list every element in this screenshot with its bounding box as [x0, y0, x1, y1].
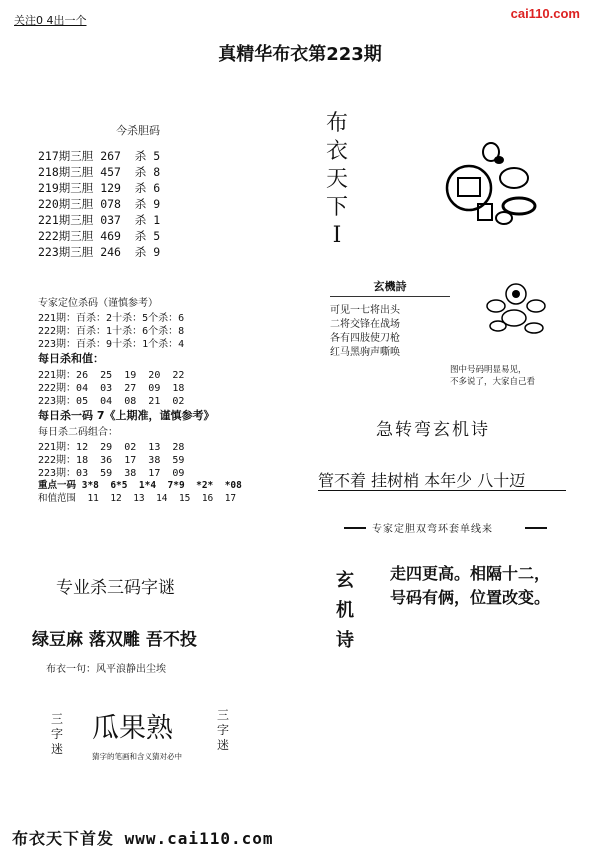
kill-panel [38, 122, 238, 260]
two-code-row: 223期：03 59 38 17 09 [38, 468, 185, 479]
divider [318, 490, 566, 491]
sanzimi-right [214, 708, 232, 753]
xuan-verse-line: 号码有俩，位置改变。 [390, 588, 551, 607]
sum-row: 222期：04 03 27 09 18 [38, 383, 185, 394]
riddle-three: 绿豆麻 落双雕 吾不投 [32, 630, 197, 650]
focus-code: 重点一码 3*8 6*5 1*4 7*9 *2* *08 [38, 480, 242, 491]
sum-row: 223期：05 04 08 21 02 [38, 396, 185, 407]
xuan-vertical-char: 诗 [336, 630, 354, 651]
xuan-vertical [334, 566, 356, 656]
kill-row: 220期三胆 078 杀 9 [38, 197, 161, 211]
sanzimi-char: 迷 [50, 742, 63, 756]
two-code-row: 222期：18 36 17 38 59 [38, 455, 185, 466]
vertical-title [322, 110, 352, 250]
two-code-row: 221期：12 29 02 13 28 [38, 442, 185, 453]
poem-line: 二将交锋在战场 [330, 319, 400, 330]
gua-note: 猜字的笔画和含义猜对必中 [92, 752, 182, 761]
kill-row: 219期三胆 129 杀 6 [38, 181, 161, 195]
sanzimi-left [48, 712, 66, 757]
poem-drawing [476, 282, 556, 342]
kill-row: 222期三胆 469 杀 5 [38, 229, 161, 243]
poem-box [330, 278, 450, 357]
vertical-char: 天 [325, 167, 348, 192]
xuan-vertical-char: 玄 [336, 570, 354, 591]
kill-row: 217期三胆 267 杀 5 [38, 149, 161, 163]
sanzimi-char: 字 [216, 723, 229, 737]
poem-line: 各有四肢使刀枪 [330, 333, 400, 344]
expert-line: 专家定胆双弯环套单线来 [372, 524, 493, 535]
sanzimi-char: 三 [50, 712, 63, 726]
poem-line: 红马黑驹声嘶唤 [330, 347, 400, 358]
sum-row: 221期：26 25 19 20 22 [38, 370, 185, 381]
sanzimi-char: 三 [216, 708, 229, 722]
xuan-title: 急转弯玄机诗 [376, 420, 490, 440]
side-note [450, 364, 580, 388]
vertical-char: 布 [325, 111, 348, 136]
site-logo-text[interactable]: cai110.com [510, 6, 580, 21]
xuan-verse-line: 走四更高。相隔十二， [390, 564, 551, 583]
sanzimi-char: 字 [50, 727, 63, 741]
page-title: 真精华布衣第223期 [218, 44, 382, 65]
poem-title: 玄機詩 [330, 278, 450, 297]
poem-line: 可见一七将出头 [330, 305, 400, 316]
expert-block [38, 294, 248, 503]
one-code-title: 每日杀一码 7《上期准，谨慎参考》 [38, 409, 215, 422]
side-note-line: 图中号码明显易见， [450, 365, 527, 375]
divider [344, 527, 366, 529]
gua-text: 瓜果熟 [92, 713, 173, 744]
vertical-char: I [332, 223, 342, 248]
side-note-line: 不多说了，大家自己看 [450, 377, 536, 387]
vertical-char: 衣 [325, 139, 348, 164]
two-code-title: 每日杀二码组合： [38, 427, 118, 438]
expert-title: 专家定位杀码（谨慎参考） [38, 298, 158, 309]
kill-row: 223期三胆 246 杀 9 [38, 245, 161, 259]
objects-drawing [436, 140, 546, 240]
top-note: 关注0 4出一个 [14, 14, 87, 27]
expert-row: 221期：百杀：2十杀：5个杀：6 [38, 313, 185, 324]
pro-kill-title: 专业杀三码字谜 [56, 578, 175, 598]
kill-row: 221期三胆 037 杀 1 [38, 213, 161, 227]
kill-row: 218期三胆 457 杀 8 [38, 165, 161, 179]
buyi-line: 布衣一句：风平浪静出尘埃 [46, 664, 166, 675]
expert-row: 222期：百杀：1十杀：6个杀：8 [38, 326, 185, 337]
vertical-char: 下 [325, 195, 348, 220]
kill-list [38, 148, 238, 260]
sum-title: 每日杀和值： [38, 352, 104, 365]
divider [525, 527, 547, 529]
xuan-verse [390, 562, 550, 610]
footer[interactable]: 布衣天下首发 www.cai110.com [12, 829, 274, 848]
riddle-line: 管不着 挂树梢 本年少 八十迈 [318, 471, 526, 490]
sanzimi-char: 迷 [216, 738, 229, 752]
expert-row: 223期：百杀：9十杀：1个杀：4 [38, 339, 185, 350]
kill-panel-header: 今杀胆码 [116, 124, 160, 137]
xuan-vertical-char: 机 [336, 600, 354, 621]
sum-range: 和值范围 11 12 13 14 15 16 17 [38, 493, 237, 504]
